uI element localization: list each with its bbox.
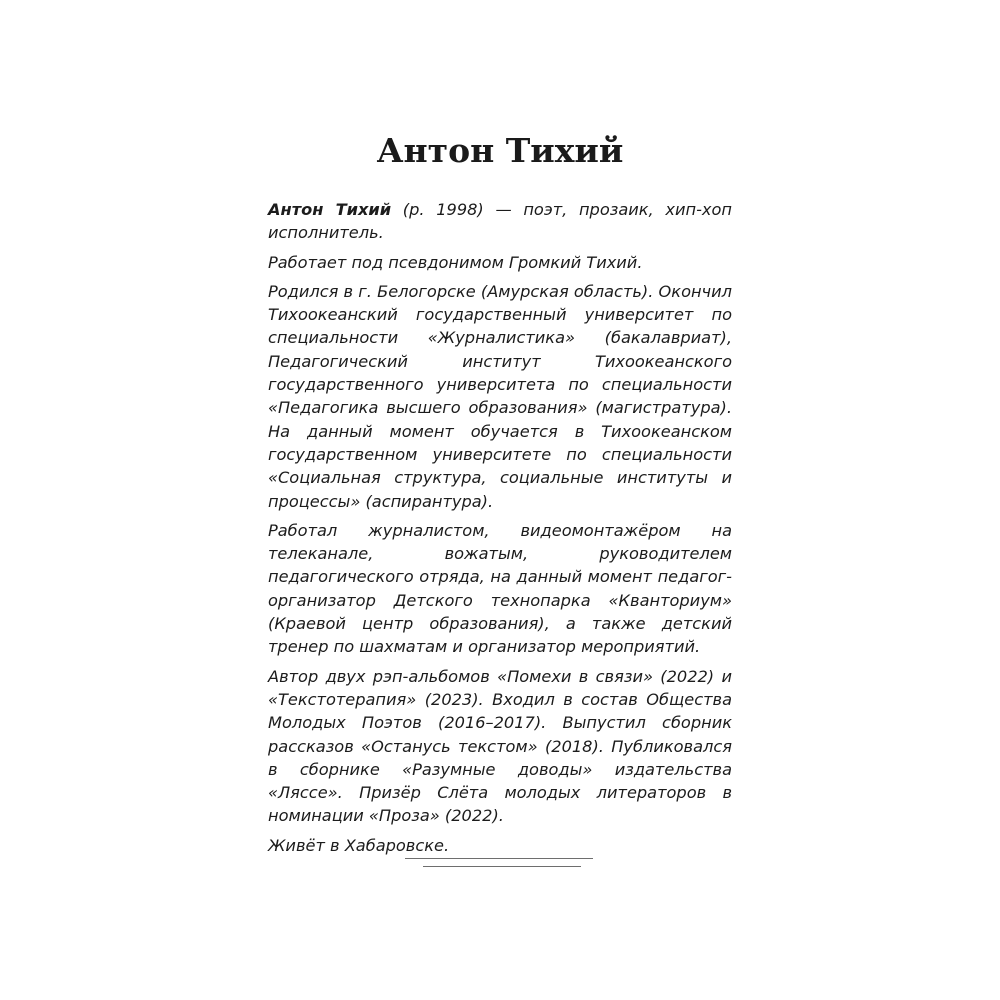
bio-pseudonym-paragraph: Работает под псевдонимом Громкий Тихий. — [268, 252, 643, 272]
bio-works-paragraph: Автор двух рэп-альбомов «Помехи в связи» (2022) и «Текстотерапия» (2023). Входил в состав Общества Молодых Поэтов (2016–2017). Выпустил сборник рассказов «Останусь текстом» (2018). Публиковался в сборнике «Разумные доводы» издательства «Ляссе». Призёр Слёта молодых литераторов в номинации «Проза» (2022). — [268, 666, 732, 826]
divider-line-bottom — [423, 866, 581, 867]
author-name: Антон Тихий — [268, 200, 392, 219]
biography — [268, 198, 732, 863]
bio-education-paragraph: Родился в г. Белогорске (Амурская область). Окончил Тихоокеанский государственный университет по специальности «Журналистика» (бакалавриат), Педагогический институт Тихоокеанского государственного университета по специальности «Педагогика высшего образования» (магистратура). На данный момент обучается в Тихоокеанском государственном университете по специальности «Социальная структура, социальные институты и процессы» (аспирантура). — [268, 281, 732, 511]
bio-intro-text: (р. 1998) — поэт, прозаик, хип-хоп исполнитель. — [268, 200, 732, 243]
bio-intro-paragraph — [268, 198, 732, 245]
bio-work-paragraph: Работал журналистом, видеомонтажёром на телеканале, вожатым, руководителем педагогического отряда, на данный момент педагог-организатор Детского технопарка «Кванториум» (Краевой центр образования), а также детский тренер по шахматам и организатор мероприятий. — [268, 520, 732, 657]
page-title: Антон Тихий — [376, 131, 624, 170]
divider-line-top — [405, 858, 593, 859]
bio-residence-paragraph: Живёт в Хабаровске. — [268, 835, 450, 855]
